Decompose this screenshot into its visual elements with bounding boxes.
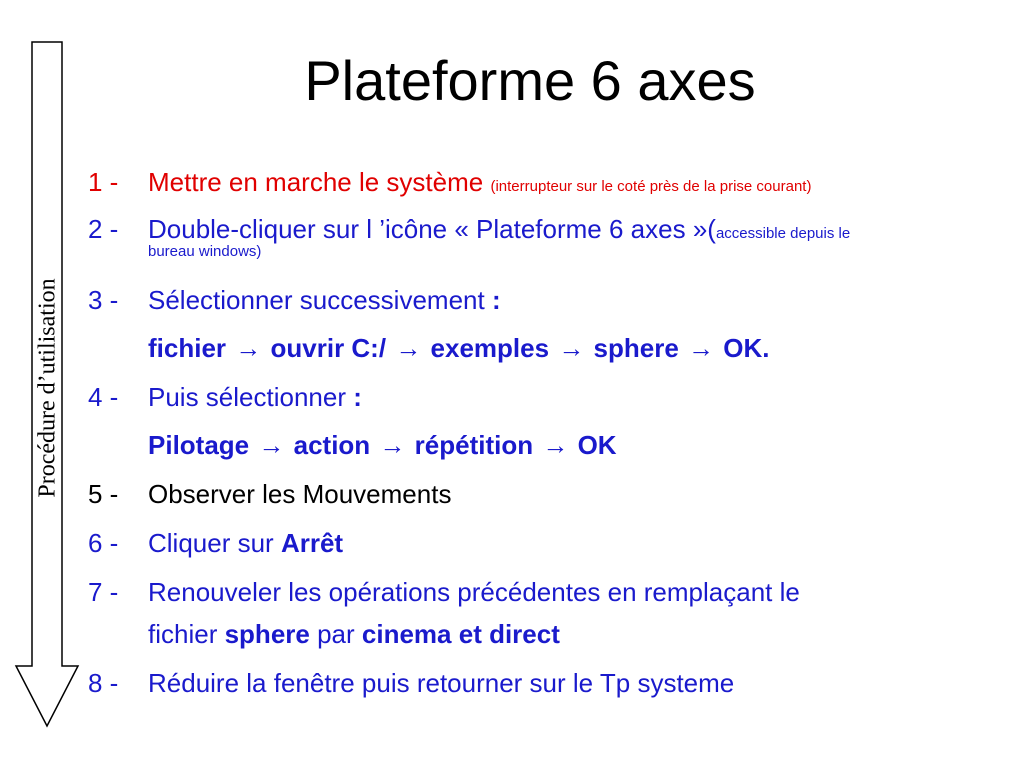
step-colon: : xyxy=(491,285,501,315)
right-arrow-icon: → xyxy=(379,430,406,460)
step-number: 5 - xyxy=(88,479,119,509)
right-arrow-icon: → xyxy=(688,333,715,363)
path-item: action xyxy=(293,430,371,460)
right-arrow-icon: → xyxy=(395,333,422,363)
step-number: 1 - xyxy=(88,167,119,197)
right-arrow-icon: → xyxy=(542,430,569,460)
step-text: Double-cliquer sur l ’icône « Plateforme 6 axes »( xyxy=(148,214,716,244)
step-number: 3 - xyxy=(88,285,119,315)
step-bold: cinema et direct xyxy=(361,619,560,649)
step-text: Mettre en marche le système xyxy=(148,167,484,197)
right-arrow-icon: → xyxy=(558,333,585,363)
path-item: OK. xyxy=(723,333,770,363)
step-number: 4 - xyxy=(88,382,119,412)
path-item: fichier xyxy=(148,333,227,363)
step-text: par xyxy=(317,619,355,649)
path-item: répétition xyxy=(414,430,534,460)
step-number: 2 - xyxy=(88,214,119,244)
slide-title: Plateforme 6 axes xyxy=(304,49,756,112)
step-number: 7 - xyxy=(88,577,119,607)
step-text: fichier xyxy=(148,619,218,649)
path-item: exemples xyxy=(430,333,550,363)
step-bold: Arrêt xyxy=(280,528,344,558)
path-item: OK xyxy=(577,430,617,460)
right-arrow-icon: → xyxy=(235,333,262,363)
step-text: Réduire la fenêtre puis retourner sur le Tp systeme xyxy=(148,668,735,698)
step-number: 8 - xyxy=(88,668,119,698)
step-note: accessible depuis le xyxy=(715,225,851,242)
step-text: Puis sélectionner xyxy=(148,382,346,412)
side-label: Procédure d’utilisation xyxy=(34,278,61,498)
step-colon: : xyxy=(353,382,362,412)
step-number: 6 - xyxy=(88,528,119,558)
step-text: Cliquer sur xyxy=(148,528,274,558)
step-note: bureau windows) xyxy=(148,243,262,260)
step-note: (interrupteur sur le coté près de la prise courant) xyxy=(490,178,812,195)
step-bold: sphere xyxy=(224,619,310,649)
path-item: ouvrir C:/ xyxy=(270,333,387,363)
step-text: Renouveler les opérations précédentes en remplaçant le xyxy=(148,577,800,607)
path-item: Pilotage xyxy=(148,430,250,460)
right-arrow-icon: → xyxy=(258,430,285,460)
step-text: Observer les Mouvements xyxy=(148,479,452,509)
step-text: Sélectionner successivement xyxy=(148,285,485,315)
path-item: sphere xyxy=(593,333,679,363)
